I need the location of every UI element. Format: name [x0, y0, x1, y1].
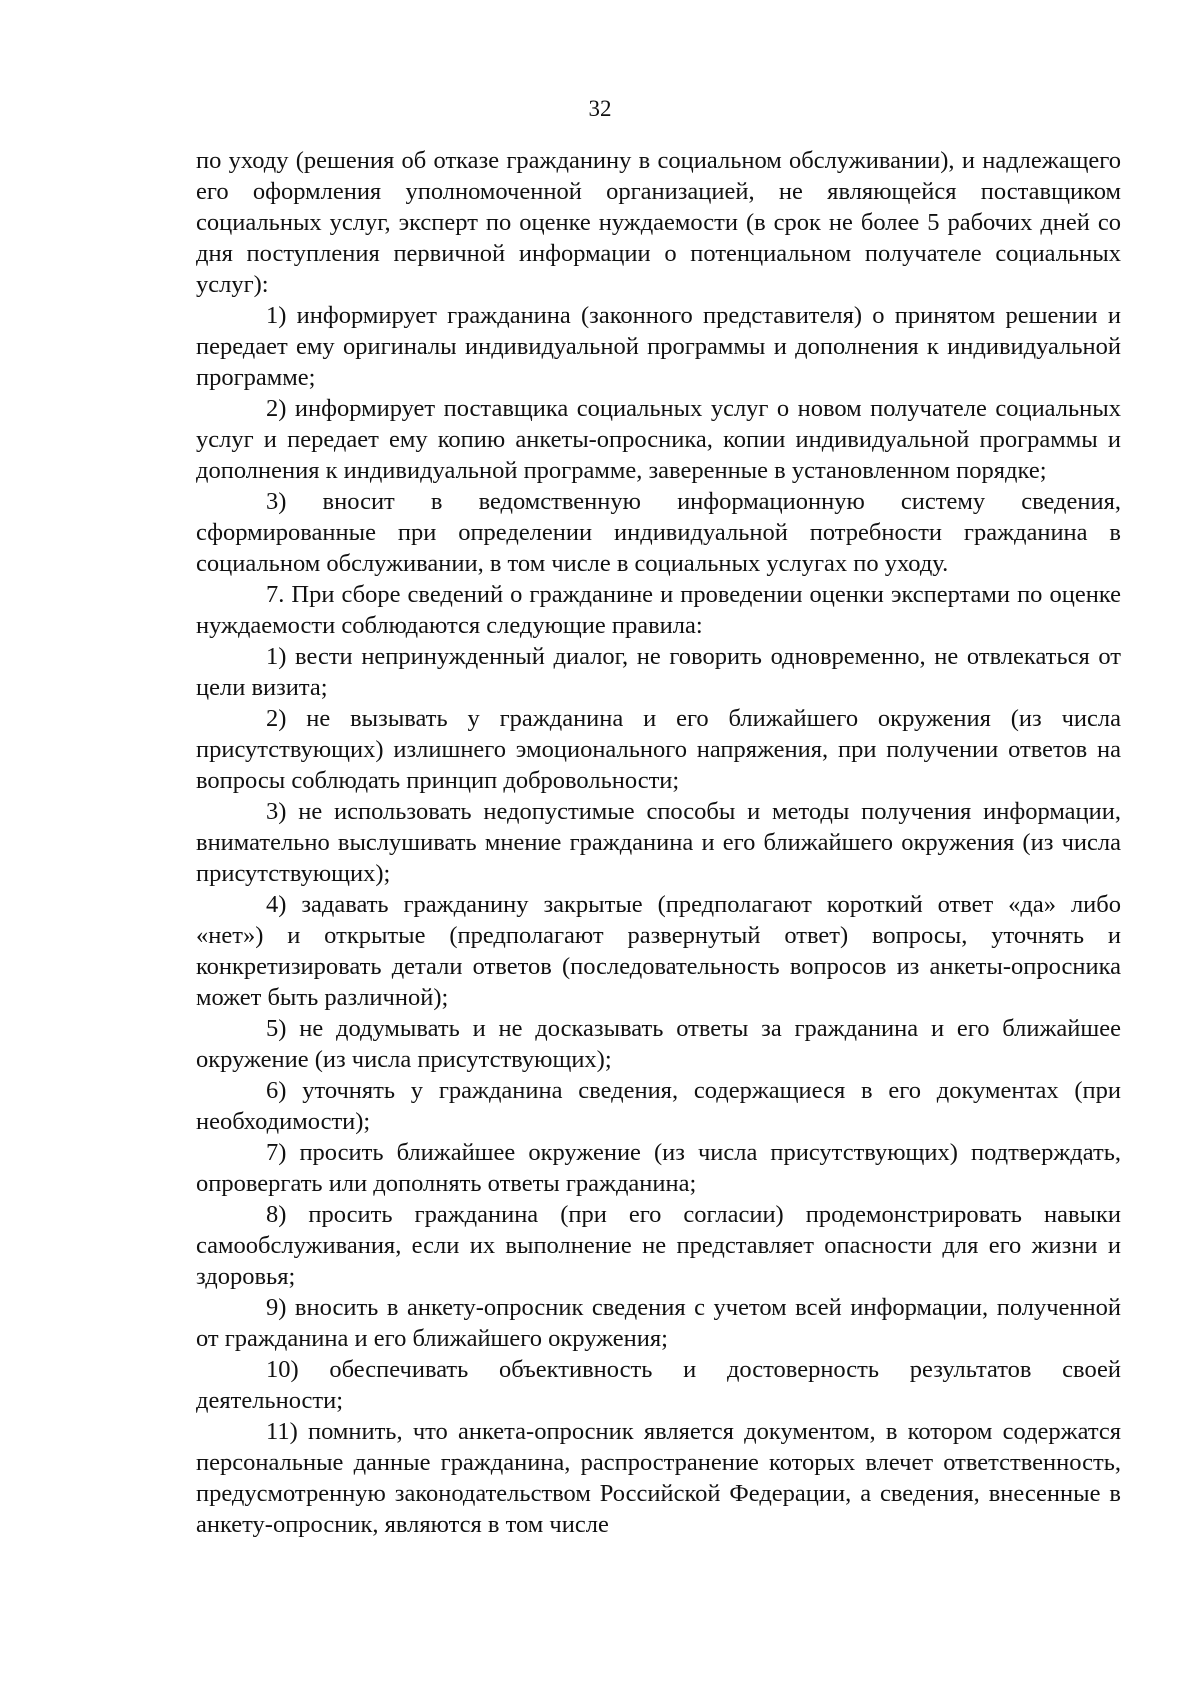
paragraph-rule-10: 10) обеспечивать объективность и достоверность результатов своей деятельности;	[196, 1356, 1121, 1414]
paragraph-rule-7: 7) просить ближайшее окружение (из числа присутствующих) подтверждать, опровергать или дополнять ответы гражданина;	[196, 1139, 1121, 1197]
paragraph-rule-6: 6) уточнять у гражданина сведения, содержащиеся в его документах (при необходимости);	[196, 1077, 1121, 1135]
paragraph-rule-11: 11) помнить, что анкета-опросник является документом, в котором содержатся персональные данные гражданина, распространение которых влечет ответственность, предусмотренную законодательством Российской Федерации, а сведения, внесенные в анкету-опросник, являются в том числе	[196, 1418, 1121, 1538]
paragraph-intro: по уходу (решения об отказе гражданину в социальном обслуживании), и надлежащего его оформления уполномоченной организацией, не являющейся поставщиком социальных услуг, эксперт по оценке нуждаемости (в срок не более 5 рабочих дней со дня поступления первичной информации о потенциальном получателе социальных услуг):	[196, 147, 1121, 298]
paragraph-rule-2: 2) не вызывать у гражданина и его ближайшего окружения (из числа присутствующих) излишнего эмоционального напряжения, при получении ответов на вопросы соблюдать принцип добровольности;	[196, 705, 1121, 794]
paragraph-item-1-informs-citizen: 1) информирует гражданина (законного представителя) о принятом решении и передает ему оригиналы индивидуальной программы и дополнения к индивидуальной программе;	[196, 302, 1121, 391]
paragraph-rule-8: 8) просить гражданина (при его согласии) продемонстрировать навыки самообслуживания, если их выполнение не представляет опасности для его жизни и здоровья;	[196, 1201, 1121, 1290]
paragraph-item-3-enters-data: 3) вносит в ведомственную информационную систему сведения, сформированные при определении индивидуальной потребности гражданина в социальном обслуживании, в том числе в социальных услугах по уходу.	[196, 488, 1121, 577]
paragraph-rule-3: 3) не использовать недопустимые способы и методы получения информации, внимательно выслушивать мнение гражданина и его ближайшего окружения (из числа присутствующих);	[196, 798, 1121, 887]
page-number: 32	[588, 96, 612, 121]
paragraph-rule-5: 5) не додумывать и не досказывать ответы за гражданина и его ближайшее окружение (из числа присутствующих);	[196, 1015, 1121, 1073]
paragraph-item-2-informs-provider: 2) информирует поставщика социальных услуг о новом получателе социальных услуг и передает ему копию анкеты-опросника, копии индивидуальной программы и дополнения к индивидуальной программе, заверенные в установленном порядке;	[196, 395, 1121, 484]
paragraph-rule-4: 4) задавать гражданину закрытые (предполагают короткий ответ «да» либо «нет») и открытые (предполагают развернутый ответ) вопросы, уточнять и конкретизировать детали ответов (последовательность вопросов из анкеты-опросника может быть различной);	[196, 891, 1121, 1011]
paragraph-rule-1: 1) вести непринужденный диалог, не говорить одновременно, не отвлекаться от цели визита;	[196, 643, 1121, 701]
paragraph-section-7: 7. При сборе сведений о гражданине и проведении оценки экспертами по оценке нуждаемости соблюдаются следующие правила:	[196, 581, 1121, 639]
paragraph-rule-9: 9) вносить в анкету-опросник сведения с учетом всей информации, полученной от гражданина и его ближайшего окружения;	[196, 1294, 1121, 1352]
document-body	[196, 145, 1121, 1540]
